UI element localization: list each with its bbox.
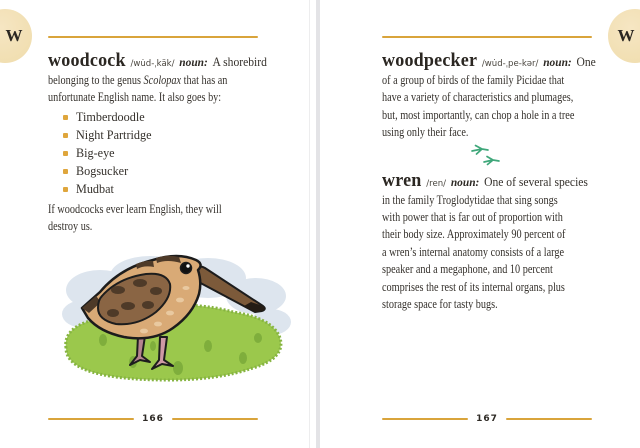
page-number: 166 [142, 414, 164, 424]
definition-line: have a variety of characteristics and plumages, [382, 90, 574, 105]
footer-rule [506, 418, 592, 420]
entry-heading-row [48, 50, 267, 72]
list-item: Big-eye [48, 145, 260, 163]
entry-heading-row [382, 50, 596, 72]
list-item: Bogsucker [48, 163, 260, 181]
entry-part-of-speech: noun: [543, 55, 572, 69]
entry-pronunciation: /ren/ [426, 178, 447, 189]
wren-entry [382, 170, 594, 314]
entry-divider [382, 144, 592, 170]
letter-tab-label: W [5, 26, 23, 45]
list-item: Mudbat [48, 181, 260, 199]
entry-part-of-speech: noun: [450, 174, 480, 189]
footer-rule [382, 418, 468, 420]
entry-term: woodpecker [382, 50, 478, 71]
definition-line: of a group of birds of the family Picidae that [382, 73, 565, 87]
bird-footprints-icon [469, 144, 505, 170]
right-column [382, 0, 594, 448]
definition-lead: One [576, 55, 596, 69]
bullet-square-icon [63, 115, 68, 120]
entry-term: wren [382, 169, 422, 191]
definition-line: comprises the rest of its internal organs, plus [382, 279, 565, 294]
page-number: 167 [476, 414, 498, 424]
entry-pronunciation: /wu̇d-ˌkäk/ [130, 59, 175, 69]
page-footer [382, 414, 592, 424]
definition-lead: A shorebird [212, 55, 267, 69]
list-item: Timberdoodle [48, 109, 260, 127]
spine-line-left [309, 0, 310, 448]
definition-line: using only their face. [382, 125, 469, 140]
definition-line: speaker and a megaphone, and 10 percent [382, 262, 553, 277]
definition-line: unfortunate English name. It also goes by: [48, 90, 222, 105]
definition-line: but, most importantly, can chop a hole in a tree [382, 107, 575, 122]
top-rule [48, 36, 258, 38]
definition-line: in the family Troglodytidae that sing songs [382, 192, 558, 207]
alias-list [48, 109, 260, 199]
right-page-entries [382, 50, 594, 313]
top-rule [382, 36, 592, 38]
entry-heading-row [382, 169, 588, 192]
bullet-square-icon [63, 169, 68, 174]
entry-part-of-speech: noun: [179, 55, 208, 69]
closing-remark: If woodcocks ever learn English, they will destroy us. [48, 201, 222, 234]
letter-tab-left [0, 9, 32, 63]
woodpecker-entry [382, 50, 594, 142]
woodcock-illustration [58, 250, 293, 390]
list-item: Night Partridge [48, 127, 260, 145]
genus-italic: Scolopax [143, 73, 182, 87]
letter-tab-right [608, 9, 640, 63]
footer-rule [48, 418, 134, 420]
page-right [320, 0, 640, 448]
entry-pronunciation: /wu̇d-ˌpe-kər/ [481, 59, 539, 69]
woodcock-entry [48, 50, 267, 236]
bullet-square-icon [63, 187, 68, 192]
definition-lead: One of several species [484, 174, 588, 189]
page-footer [48, 414, 258, 424]
bullet-square-icon [63, 133, 68, 138]
definition-line: with power that is far out of proportion with [382, 209, 563, 224]
definition-line: their body size. Approximately 90 percent of [382, 227, 566, 242]
definition-line: a wren’s internal anatomy consists of a large [382, 244, 565, 259]
definition-line: belonging to the genus Scolopax that has an [48, 73, 228, 87]
letter-tab-label: W [617, 26, 635, 45]
bullet-square-icon [63, 151, 68, 156]
footer-rule [172, 418, 258, 420]
definition-line: storage space for tasty bugs. [382, 296, 498, 311]
entry-term: woodcock [48, 50, 126, 71]
